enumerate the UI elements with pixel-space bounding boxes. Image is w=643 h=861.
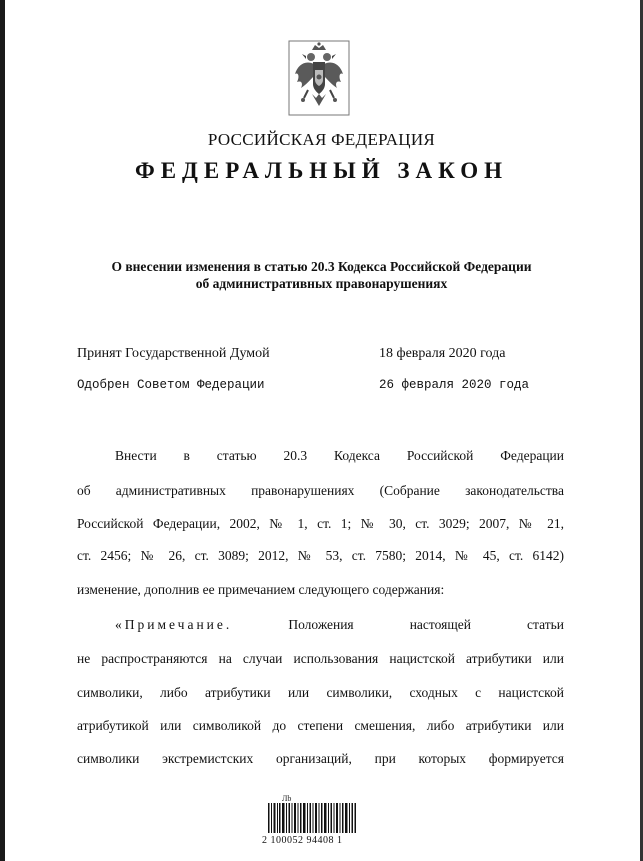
document-type-heading: ФЕДЕРАЛЬНЫЙ ЗАКОН — [134, 158, 509, 183]
note-first-line — [115, 617, 564, 633]
note-first-rest: Положения настоящей статьи — [288, 617, 565, 632]
body-line: символики, либо атрибутики или символики, сходных с нацистской — [77, 685, 564, 700]
note-prefix: «Примечание. — [115, 617, 233, 632]
barcode — [262, 794, 398, 854]
body-line: Внести в статью 20.3 Кодекса Российской Федерации — [115, 448, 564, 463]
council-label: Одобрен Советом Федерации — [77, 378, 265, 392]
country-heading: РОССИЙСКАЯ ФЕДЕРАЦИЯ — [207, 130, 436, 149]
body-line: атрибутикой или символикой до степени смешения, либо атрибутики или — [77, 718, 564, 733]
coat-of-arms-emblem — [288, 40, 350, 116]
body-line: ст. 2456; № 26, ст. 3089; 2012, № 53, ст. 7580; 2014, № 45, ст. 6142) — [77, 548, 564, 563]
barcode-number: 2 100052 94408 1 — [262, 835, 343, 846]
duma-label: Принят Государственной Думой — [77, 346, 270, 361]
barcode-bars — [268, 803, 356, 833]
body-line: не распространяются на случаи использования нацистской атрибутики или — [77, 651, 564, 666]
law-title — [60, 258, 583, 292]
body-line: символики экстремистских организаций, при которых формируется — [77, 751, 564, 766]
body-line: Российской Федерации, 2002, № 1, ст. 1; № 30, ст. 3029; 2007, № 21, — [77, 516, 564, 531]
body-line: об административных правонарушениях (Собрание законодательства — [77, 483, 564, 498]
law-title-line: О внесении изменения в статью 20.3 Кодекса Российской Федерации — [111, 259, 532, 274]
council-date: 26 февраля 2020 года — [379, 378, 530, 392]
law-title-line: об административных правонарушениях — [195, 276, 448, 291]
duma-date: 18 февраля 2020 года — [379, 346, 506, 361]
body-line: изменение, дополнив ее примечанием следующего содержания: — [77, 582, 445, 597]
barcode-mark: Лb — [282, 794, 292, 803]
